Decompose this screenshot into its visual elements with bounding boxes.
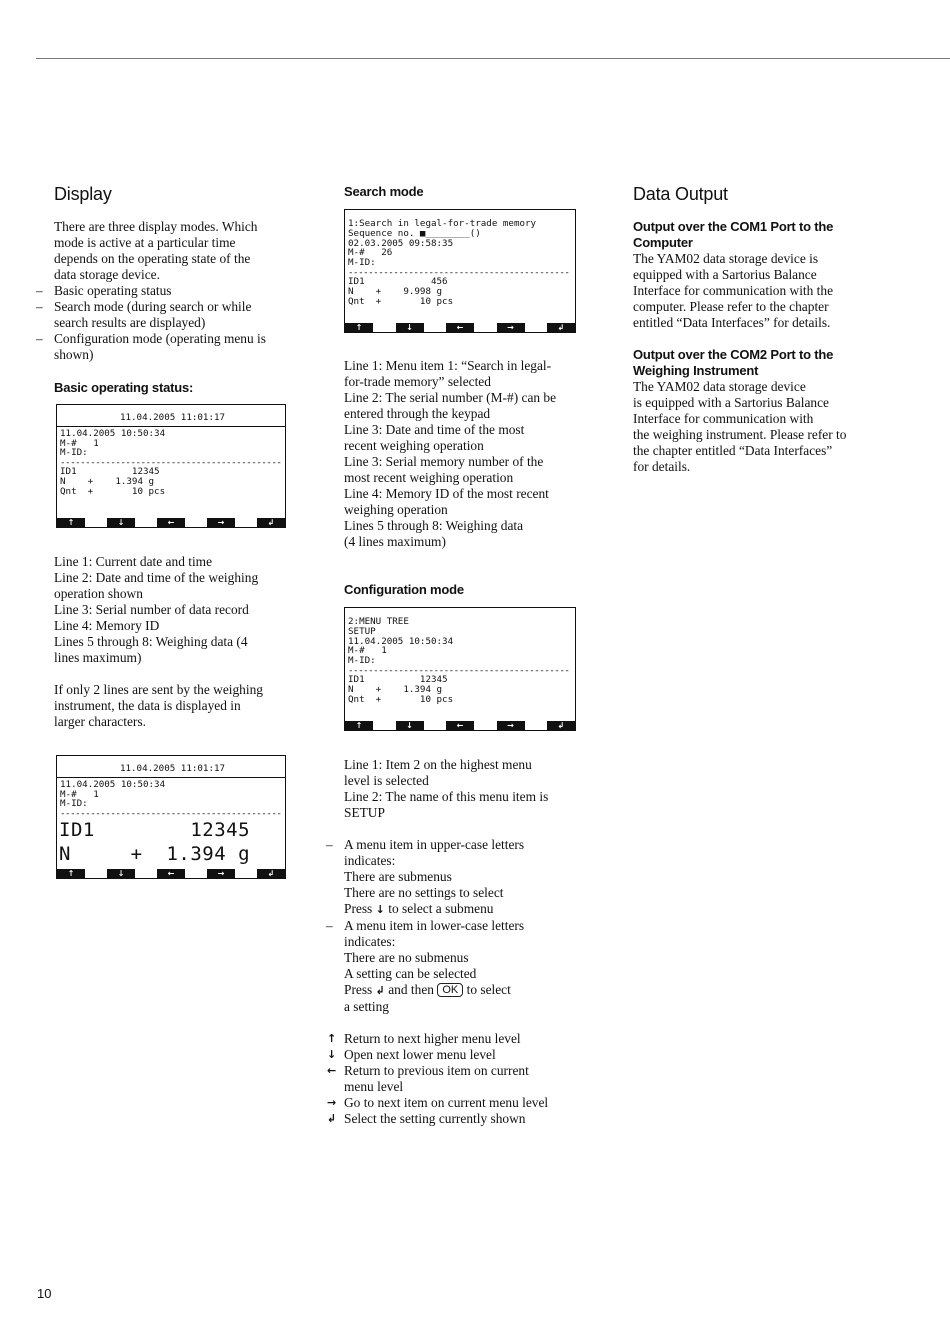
enter-icon: ↲ (327, 1112, 337, 1125)
arrow-right-icon: → (497, 323, 525, 332)
arrow-right-icon: → (207, 869, 235, 878)
arrow-up-icon: ↑ (57, 518, 85, 527)
two-lines-note: If only 2 lines are sent by the weighing (54, 682, 263, 697)
display-column (54, 180, 304, 396)
arrow-down-icon: ↓ (375, 903, 385, 916)
lcd-softkeys (345, 721, 575, 730)
nav-down: ↓ Open next lower menu level (327, 1047, 496, 1062)
enter-icon: ↲ (547, 323, 575, 332)
output-column: Data Output Output over the COM1 Port to the Computer The YAM02 data storage device is equipped with a Sartorius Balance Interface for communication with the computer. Please refer to the chapter entitled “Data Interfaces” for details. Output over the COM2 Port to the Weighing Instrument The YAM02 data storage device is equipped with a Sartorius Balance Interface for communication with the weighing instrument. Please refer to the chapter entitled “Data Interfaces” for details. (633, 180, 883, 475)
arrow-down-icon: ↓ (107, 518, 135, 527)
arrow-left-icon: ← (327, 1064, 337, 1077)
enter-icon: ↲ (257, 869, 285, 878)
arrow-down-icon: ↓ (396, 323, 424, 332)
config-heading-wrap (344, 582, 594, 598)
lcd-basic: 11.04.2005 11:01:17 11.04.2005 10:50:34 M-# 1 M-ID: -------------------------------------------- ID1 12345 N + 1.394 g Qnt + 10 pcs ↑ ↓ ← → ↲ (56, 404, 286, 528)
page-number: 10 (37, 1286, 52, 1301)
config-heading: Configuration mode (344, 582, 464, 597)
upper-case-note: – A menu item in upper-case letters (344, 837, 594, 853)
arrow-up-icon: ↑ (345, 721, 373, 730)
search-column (344, 184, 594, 200)
arrow-right-icon: → (497, 721, 525, 730)
arrow-left-icon: ← (157, 518, 185, 527)
enter-icon: ↲ (257, 518, 285, 527)
display-title: Display (54, 184, 112, 204)
mode-basic: – Basic operating status (54, 283, 304, 299)
nav-enter: ↲ Select the setting currently shown (327, 1111, 526, 1126)
arrow-right-icon: → (207, 518, 235, 527)
top-rule (36, 58, 950, 59)
arrow-down-icon: ↓ (327, 1048, 337, 1061)
lcd-search: 1:Search in legal-for-trade memory Sequence no. ■________() 02.03.2005 09:58:35 M-# 26 M-ID: -------------------------------------------- ID1 456 N + 9.998 g Qnt + 10 pcs ↑ ↓ ← → ↲ (344, 209, 576, 333)
mode-search: – Search mode (during search or while (54, 299, 304, 315)
lcd-large: 11.04.2005 11:01:17 11.04.2005 10:50:34 M-# 1 M-ID: -------------------------------------------- ID1 12345 N + 1.394 g ↑ ↓ ← → ↲ (56, 755, 286, 879)
lcd-softkeys (57, 518, 285, 527)
basic-description: Line 1: Current date and time Line 2: Date and time of the weighing operation shown Line 3: Serial number of data record Line 4: Memory ID Lines 5 through 8: Weighing data (4 lines maximum) If only 2 lines are sent by the weighing instrument, the data is displayed in larger characters. (54, 554, 304, 730)
arrow-up-icon: ↑ (345, 323, 373, 332)
arrow-down-icon: ↓ (107, 869, 135, 878)
search-heading: Search mode (344, 184, 424, 199)
arrow-left-icon: ← (446, 323, 474, 332)
nav-left: ← Return to previous item on current (327, 1063, 529, 1078)
enter-icon: ↲ (547, 721, 575, 730)
display-intro: There are three display modes. Which mode is active at a particular time depends on the operating state of the data storage device. – Basic operating status – Search mode (during search or while search results are displayed) – Configuration mode (operating menu is shown) (54, 219, 304, 363)
config-description: Line 1: Item 2 on the highest menu level is selected Line 2: The name of this menu item is SETUP – A menu item in upper-case letters indicates: There are submenus There are no settings to select Press ↓ to select a submenu – A menu item in lower-case letters indicates: There are no submenus A setting can be selected Press ↲ and then OK to select a setting ↑ Return to next higher menu level ↓ Open next lower menu level ← Return to previous item on current menu level → Go to next item on current menu level ↲ Select the setting currently shown (344, 757, 594, 1127)
enter-icon: ↲ (375, 984, 385, 997)
nav-up: ↑ Return to next higher menu level (327, 1031, 521, 1046)
arrow-down-icon: ↓ (396, 721, 424, 730)
search-description: Line 1: Menu item 1: “Search in legal- for-trade memory” selected Line 2: The serial number (M-#) can be entered through the keypad Line 3: Date and time of the most recent weighing operation Line 3: Serial memory number of the most recent weighing operation Line 4: Memory ID of the most recent weighing operation Lines 5 through 8: Weighing data (4 lines maximum) (344, 358, 557, 549)
mode-config: – Configuration mode (operating menu is (54, 331, 304, 347)
arrow-up-icon: ↑ (57, 869, 85, 878)
lcd-header: 11.04.2005 11:01:17 (119, 763, 226, 774)
com2-heading: Output over the COM2 Port to the (633, 347, 834, 362)
lcd-config: 2:MENU TREE SETUP 11.04.2005 10:50:34 M-# 1 M-ID: -------------------------------------------- ID1 12345 N + 1.394 g Qnt + 10 pcs ↑ ↓ ← → ↲ (344, 607, 576, 731)
lcd-softkeys (57, 869, 285, 878)
output-title: Data Output (633, 184, 728, 204)
arrow-left-icon: ← (446, 721, 474, 730)
com1-heading: Output over the COM1 Port to the (633, 219, 834, 234)
arrow-right-icon: → (327, 1096, 337, 1109)
lower-case-note: – A menu item in lower-case letters (344, 918, 594, 934)
basic-heading: Basic operating status: (54, 380, 194, 395)
ok-key-icon: OK (437, 983, 463, 997)
nav-right: → Go to next item on current menu level (327, 1095, 549, 1110)
lcd-header: 11.04.2005 11:01:17 (119, 412, 226, 423)
lcd-softkeys (345, 323, 575, 332)
arrow-left-icon: ← (157, 869, 185, 878)
arrow-up-icon: ↑ (327, 1032, 337, 1045)
